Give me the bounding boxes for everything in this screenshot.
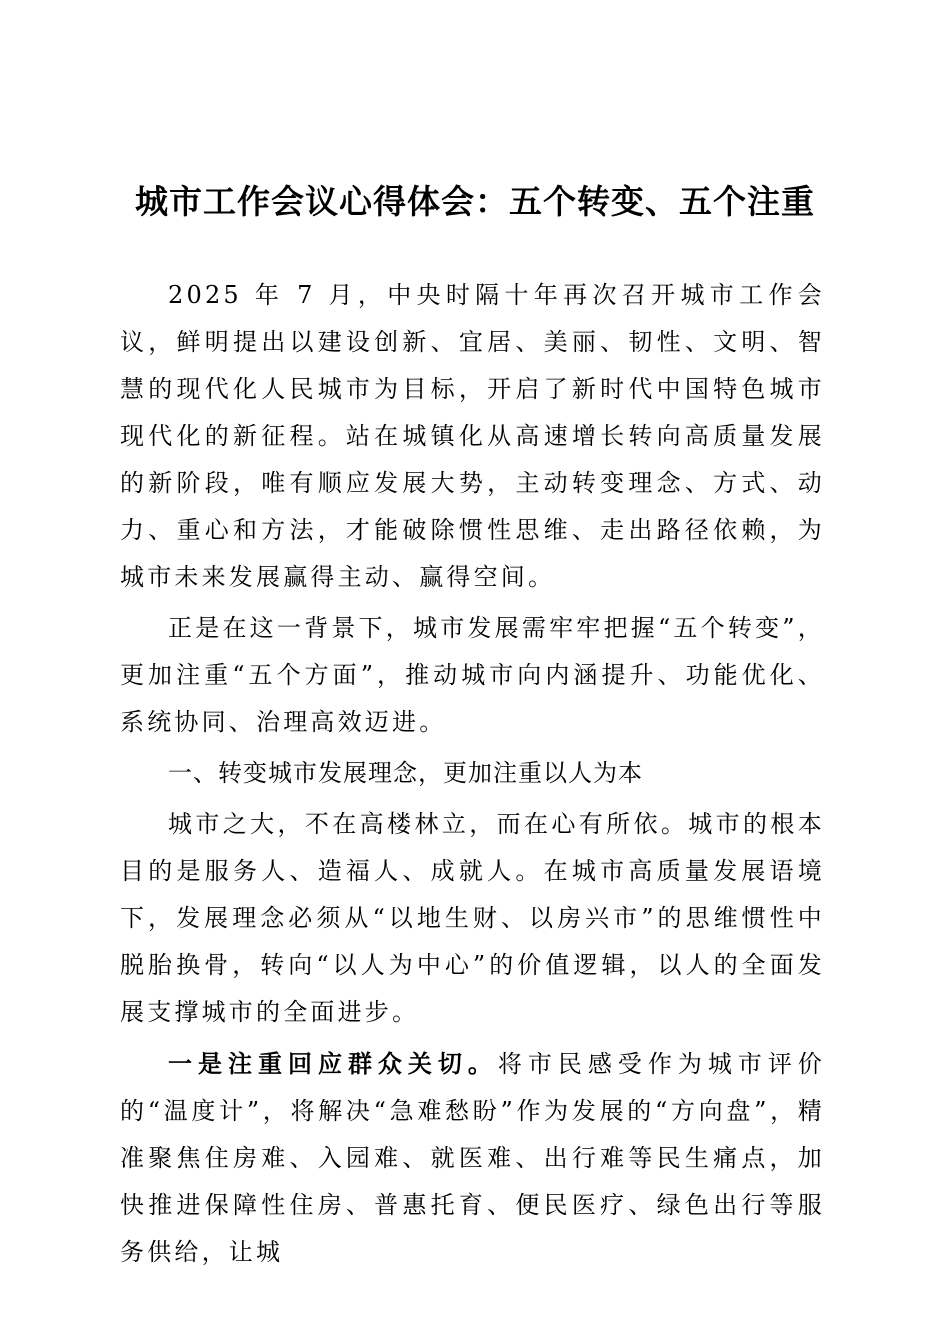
paragraph-section1-intro: 城市之大，不在高楼林立，而在心有所依。城市的根本目的是服务人、造福人、成就人。在城市高质量发展语境下，发展理念必须从“以地生财、以房兴市”的思维惯性中脱胎换骨，转向“以人为中心”的价值逻辑，以人的全面发展支撑城市的全面进步。 <box>120 810 825 1026</box>
paragraph-point-1 <box>120 1040 825 1276</box>
document-title: 城市工作会议心得体会：五个转变、五个注重 <box>135 182 815 221</box>
point-1-lead: 一是注重回应群众关切。 <box>168 1049 498 1078</box>
document-body <box>120 272 825 1276</box>
paragraph-background: 正是在这一背景下，城市发展需牢牢把握“五个转变”，更加注重“五个方面”，推动城市向内涵提升、功能优化、系统协同、治理高效迈进。 <box>120 614 825 736</box>
section-heading-1: 一、转变城市发展理念，更加注重以人为本 <box>168 759 643 787</box>
point-1-text: 将市民感受作为城市评价的“温度计”，将解决“急难愁盼”作为发展的“方向盘”，精准聚焦住房难、入园难、就医难、出行难等民生痛点，加快推进保障性住房、普惠托育、便民医疗、绿色出行等服务供给，让城 <box>120 1050 826 1266</box>
paragraph-intro: 2025 年 7 月，中央时隔十年再次召开城市工作会议，鲜明提出以建设创新、宜居、美丽、韧性、文明、智慧的现代化人民城市为目标，开启了新时代中国特色城市现代化的新征程。站在城镇化从高速增长转向高质量发展的新阶段，唯有顺应发展大势，主动转变理念、方式、动力、重心和方法，才能破除惯性思维、走出路径依赖，为城市未来发展赢得主动、赢得空间。 <box>120 281 825 591</box>
